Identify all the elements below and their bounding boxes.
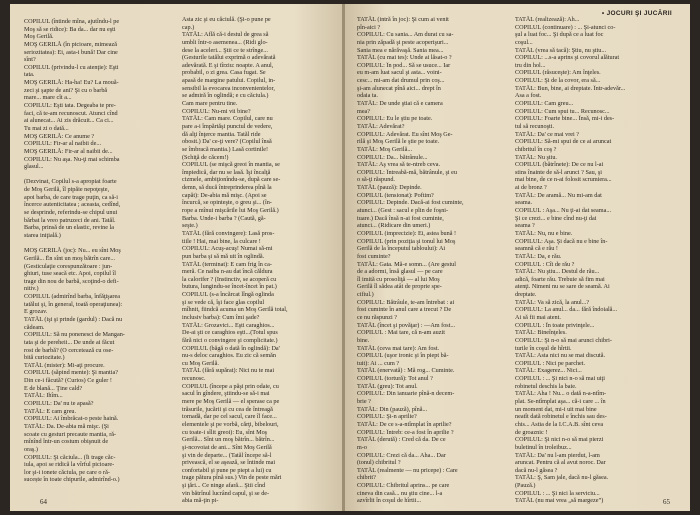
text-line: recunosc. [182, 375, 206, 383]
text-line: adevărată. E şi tîrziu: noapte. A anul, [182, 61, 274, 69]
text-line: m-o [357, 443, 367, 451]
text-line: TATĂL: Ihîm... [24, 392, 63, 400]
text-line: ai de bronz ? [515, 184, 547, 192]
text-line: un moment dat, mi-i uit mai bine [515, 405, 597, 413]
text-line: fost cuminte în anul care a trecut ? De [357, 306, 452, 314]
text-line: oraş.) [24, 445, 38, 453]
text-line: MOŞ GERILĂ: Ce anume ? [24, 132, 95, 140]
text-line: (Gesticulaţie corespunzătoare : jun- [24, 262, 113, 270]
text-line: COPILUL: În pod... Să se usuce... Iar [357, 61, 451, 69]
text-line: TATĂL: Gata. Mă-e somn... (Are gestul [357, 260, 456, 268]
text-line: TATĂL (cu mai tes): Unde ai lăsat-o ? [357, 54, 452, 62]
text-line: E grozav. [24, 308, 48, 316]
text-line: chibrit? [357, 474, 376, 482]
text-line: nu-s deloc caraghios. Eu zic că semăn [182, 352, 276, 360]
right-column-1 [357, 16, 511, 505]
text-line: neatît dată robinetul e închis sau des- [515, 413, 607, 421]
text-line: COPILUL: Cum spui tu... Recunosc... [515, 107, 610, 115]
left-column-1 [24, 18, 173, 484]
text-line: fără nici o convingere şi complicitate.) [182, 336, 278, 344]
text-line: şi se vede că, îşi face glas copilul [182, 298, 265, 306]
text-line: îl imită cu prosoliţă — al lui Moş [357, 275, 440, 283]
text-line: împiedică, dar nu se lasă. Îşi încalţă [182, 168, 271, 176]
text-line: De-ai şti ce caraghios eşti...(Totul spus [182, 329, 278, 337]
text-line: COPILUL: Întreabă-mă, bătrânule, şi eu [357, 168, 457, 176]
text-line: iula, apoi se ridică la vîrful picioare- [24, 461, 115, 469]
text-line: mea? [357, 107, 371, 115]
text-line: Sania mea e nărăvaşă. Sania mea... [357, 46, 444, 54]
text-line: TATĂL (realmente — nu pricepe) : Care [357, 466, 458, 474]
text-line: COPILUL (prin poziţia şi tonul lui Moş [357, 237, 456, 245]
text-line: se desprinde, referindu-se chipul unui [24, 209, 118, 217]
text-line: ghiuri, tuse seacă etc. Apoi, copilul îl [24, 270, 116, 278]
text-line: COPILUL (începe a păşi prin odaie, cu [182, 382, 279, 390]
text-line: TATĂL: Grozavici... Eşti caraghios... [182, 321, 275, 329]
text-line: cineva din casă... nu ştiu cine... l-a [357, 489, 443, 497]
text-line: chis... Astia de la I.C.A.B. sînt ceva [515, 420, 604, 428]
text-line: TATĂL (vrea să tacă): Ştiu, nu ştiu... [515, 46, 607, 54]
text-line: starea iniţială.) [24, 231, 61, 239]
text-line: COPILUL: Nu aşa. Nu-ţi mai schimba [24, 155, 120, 163]
text-line: TATĂL (ceva mai tare): Am fost. [357, 344, 440, 352]
text-line: atenţi. Nimeni nu se sare de seamă. Ai [515, 283, 610, 291]
text-line: COPILUL: ...s-a aprins şi covorul alăturat [515, 54, 620, 62]
text-line: Gerilă de la începutul tabloului): Ai [357, 245, 446, 253]
text-line: MOŞ GERILĂ (în picioare, mimează [24, 40, 117, 48]
text-line: TATĂL (pauză): Depinde. [357, 184, 422, 192]
text-line: TATĂL: Da, e rău. [515, 252, 562, 260]
text-line: TATĂL (terminat): E cam frig în ca- [182, 260, 272, 268]
text-line: vin bătrînul lucrând capul, şi se de- [182, 489, 270, 497]
text-line: rost de barbă? (O cercetează cu ose- [24, 346, 114, 354]
text-line: seriozitatea): Ei, asta-i bună! Dar cine [24, 48, 118, 56]
text-line: COPILUL: Şi n-o să mai arunci chibri- [515, 336, 612, 344]
text-line: TATĂL: Cam mare. Copilul, care nu [182, 115, 273, 123]
text-line: tornadă, dar pe cel sacul, care îl face... [182, 413, 277, 421]
text-line: Moş Gerilă. [24, 33, 54, 41]
text-line: seşte.) [182, 222, 198, 230]
text-line: COPILUL (bătrînete): De ce nu l-ai [515, 161, 604, 169]
text-line: Cam mare pentru tine. [182, 100, 238, 108]
text-line: COPILUL: Aşa. Şi dacă nu e bine în- [515, 237, 608, 245]
text-line: TATĂL: Nu ştiu... Destul de rău... [515, 268, 600, 276]
text-line: COPILUL: Eu le ştiu pe toate. [357, 115, 433, 123]
text-line: odaia ta. [357, 92, 378, 100]
text-line: COPILUL (admirînd barba, înfăţişarea [24, 293, 120, 301]
text-line: pun barba şi să mă uit în oglindă. [182, 252, 265, 260]
text-line: Asta zic şi eu căciulă. (Şi-o pune pe [182, 16, 271, 23]
text-line: COPILUL: Şi nici n-o să mai pierzi [515, 436, 604, 444]
text-line: COPILUL : Aşa... Nu ţi-ai dat seama... [515, 207, 612, 215]
text-line: lor şi-i ionete căciula, pe care o ră- [24, 468, 110, 476]
text-line: meră. Ce naiba n-au dat încă căldura [182, 268, 273, 276]
text-line: azvîrlit în coşul de hîrtii... [357, 497, 422, 505]
text-line: (Dezvinat, Copilul s-a apropiat foarte [24, 178, 117, 186]
text-line: COPILUL: Crezi că da... Aha... Dar [357, 451, 446, 459]
text-line: COPILUL: Bătrâule, te-am întrebat : ai [357, 298, 455, 306]
text-line: TATĂL (enervată) : Mă rog... Cuminte. [357, 367, 455, 375]
text-line: TATĂL: Da' nu l-am pierdut, l-am [515, 451, 600, 459]
text-line: scoate cu gesturi precaute mantia, ră- [24, 430, 117, 438]
text-line: brie ? [357, 398, 371, 406]
text-line: COPILUL (uşor ironic şi în piept bă- [357, 352, 449, 360]
text-line: COPILUL: Acuş-acuş! Numai să-mi [182, 245, 273, 253]
text-line: COPILUL: Da... bătrânule... [357, 153, 428, 161]
text-line: TATĂL (nu mai vrea „să margeze”) [515, 497, 604, 505]
text-line: chibritul în coş ? [515, 145, 557, 153]
text-line: seama. [515, 199, 533, 207]
text-line: nitiv.) [24, 285, 39, 293]
text-line: tru din hol... [515, 61, 546, 69]
text-line: TATĂL: Da. De-abia mă mişc. (Şi [24, 422, 109, 430]
text-line: TATĂL: Află că-i destul de grea să [182, 31, 269, 39]
text-line: TATĂL (işi şi prinde (gardul) : Dacă nu [24, 315, 123, 323]
text-line: cesc... mi-am dat drumul prin coş... [357, 77, 445, 85]
text-line: butura, lungindu-se încet-încet în pat.) [182, 283, 277, 291]
text-line: TATĂL: Nu ştiu. [515, 153, 557, 161]
text-line: zeci şi şapte de ani? Şi cu o barbă [24, 86, 108, 94]
left-column-2 [182, 16, 332, 505]
text-line: (tonul) chibritul ? [357, 459, 401, 467]
text-line: COPILUL : ... Şi nici la serviciu... [515, 489, 600, 497]
text-line: TATĂL: Da' ce mai vrei ? [515, 130, 580, 138]
text-line: cu toate-i sîlit greoi): Eu, sînt Moş [182, 428, 268, 436]
text-line: tatălui şi, în general, toată operaţiunea): [24, 300, 123, 308]
text-line: elementele şi pe vorbă, cărţi, bibelouri, [182, 420, 279, 428]
text-line: TATĂL: Va să zică, la anul...? [515, 298, 590, 306]
text-line: cifiul.) [357, 291, 374, 299]
text-line: MOŞ GERILĂ: Ha-ha! Eu? La mouă- [24, 79, 119, 87]
text-line: aruncat. Pentru că al avut noroc. Dar [515, 459, 606, 467]
text-line: sacul în gîndere, ştiindu-se să-i mai [182, 390, 270, 398]
text-line: Barba. Unde-i barba ? (Caută, gă- [182, 214, 266, 222]
text-line: buletinul în troleibuz... [515, 443, 572, 451]
text-line: rope a mînui mişcările lui Moş Gerilă.) [182, 207, 279, 215]
text-line: (Schiţă de căcem!) [182, 153, 229, 161]
text-line: cădeam. [24, 323, 45, 331]
text-line: de groaznic ! [515, 428, 548, 436]
text-line: COPILUL (se mişcă greoi în mantia, se [182, 161, 280, 169]
text-line: confortabil şi pune pe piept a lui) cu [182, 466, 272, 474]
text-line: încurcă, se opinteşte, o greu şi... (în- [182, 199, 272, 207]
text-line: Moş să se ridice): Ba da... dar nu eşti [24, 25, 116, 33]
text-line: TATĂL: Aş vrea să te-ntreb ceva. [357, 161, 440, 169]
text-line: TATĂL: Aha ! Nu... o dată n-a-ntîm- [515, 390, 607, 398]
text-line: MOŞ GERILĂ: Fir-ar al naibii de... [24, 147, 113, 155]
text-line: COPILUL: Chibritul aprins... pe care [357, 482, 450, 490]
text-line [24, 240, 173, 248]
text-line: bită curiozitate.) [24, 354, 65, 362]
text-line: COPILUL: Adevărat. Eu sînt Moş Ge- [357, 130, 453, 138]
text-line: şi vin de departe... (Tatăl începe să-l [182, 451, 272, 459]
text-line: robinetul deschis la baie. [515, 382, 577, 390]
text-line: dă alţi înţerce mantia. Tatăl ride [182, 130, 261, 138]
text-line: Gerilă... Ēn sînt un moş bătrîn care... [24, 254, 116, 262]
text-line: COPILUL: Eşti tata. Degeaba te pre- [24, 102, 116, 110]
text-line: de a adormi, însă glasul — pe care [357, 268, 443, 276]
text-line: sensibil la evocarea inconvenientelor, [182, 84, 275, 92]
text-line: umbli într-o asemenea... (Ridi glo- [182, 38, 268, 46]
text-line: COPILUL (tortură): Tot anul ? [357, 375, 433, 383]
text-line: TATĂL: E cam greu. [24, 407, 77, 415]
text-line: TATĂL: Moş Gerilă... [357, 145, 413, 153]
text-line: dese la aceleri... Ştii ce te strînge... [182, 46, 268, 54]
text-line: COPILUL (privindu-l cu atenţie): Eşti [24, 63, 119, 71]
text-line: Ai să fii mai atent. [515, 313, 561, 321]
text-line: TATĂL: Din (pauză), pînă... [357, 405, 428, 413]
text-line: pîn-aici ? [357, 23, 381, 31]
text-line: COPILUL : ... Şi nici n-o să mai uiţi [515, 375, 605, 383]
text-line: Barba, prinsă de un elastic, revine la [24, 224, 115, 232]
text-line: TATĂL: Ş, Sam jale, dacă nu-l găsea. [515, 474, 609, 482]
text-line: apoi barba, de care trage puţin, ca să-i [24, 193, 118, 201]
text-line: COPILUL (răsuceşte): Am înţeles. [515, 69, 601, 77]
text-line: TATĂL: De ce s-a-ntîmplat în aprilie? [357, 420, 452, 428]
text-line: tata şi de pereheii... De unde ai făcut [24, 338, 115, 346]
text-line: fost cuminte? [357, 252, 391, 260]
text-line: şi ţări... Ce ninge afară... Ştii cînd [182, 482, 266, 490]
text-line: COPILUL: Şi de la covor, era să... [515, 77, 601, 85]
text-line: COPILUL : Cît de rău ? [515, 260, 575, 268]
text-line: capăt): De-abia mă mişc. (Apoi se [182, 191, 267, 199]
text-line: COPILUL: Întreb: ce-a fost în aprilie ? [357, 428, 454, 436]
text-line [24, 171, 173, 179]
text-line: adică, foarte rău. Trebuie să fim mai [515, 275, 605, 283]
text-line: Şi ce crezi... e bine cînd nu-ţi dai [515, 214, 597, 222]
text-line: de Moş Gerilă, îl pipăie nepoţeşte, [24, 186, 110, 194]
text-line: COPILUL: Şi căciula... (Îi trage căc- [24, 453, 116, 461]
text-line: COPILUL: Depinde. Dacă-ai fost cuminte, [357, 199, 464, 207]
text-line: la calorifer ? (Instinctiv, se acoperă cu [182, 275, 277, 283]
text-line: Gerilă... Sînt un moş bătrîn... bătrîn... [182, 436, 275, 444]
right-page [345, 4, 690, 511]
text-line: TATĂL: De unde ştiai că e camera [357, 100, 443, 108]
text-line: COPILUL: Nu-mi vii bine? [182, 107, 251, 115]
text-line: tuit): Ai ... cum ? [357, 359, 400, 367]
text-line: coşul... [515, 38, 533, 46]
text-line: mare... mare cît a... [24, 94, 72, 102]
text-line: COPILUL : Mai tare, că n-am auzit [357, 329, 445, 337]
text-line: inclusiv barba): Cum îmi şade? [182, 313, 260, 321]
text-line: şi-ncovoiat de ani... Sînt Moş Gerilă [182, 443, 272, 451]
text-line: Gerilă îl sădea atât de proprie spe- [357, 283, 442, 291]
text-line: Tu mai zi o dată... [24, 124, 69, 132]
text-line: sucește în toate chipurile, admirînd-o.) [24, 476, 120, 484]
text-line: TATĂL: Bineînţeles. [515, 329, 567, 337]
page-number-right: 65 [663, 498, 670, 506]
text-line: TATĂL: Bun, bine, ai dreptate. Într-adevăr... [515, 84, 626, 92]
text-line: TATĂL: Exagerez... Nici... [515, 367, 582, 375]
text-line: ai alunecat... Ai zis drăcuit... Ca ci... [24, 117, 114, 125]
text-line: TATĂL: Adevărat? [357, 122, 405, 130]
text-line: apasă de margine patului. Copilul, in- [182, 77, 276, 85]
text-line: COPILUL: La anul... da... fără îndoială... [515, 306, 618, 314]
text-line: COPILUL: Fir-ar al naibii de... [24, 140, 102, 148]
text-line: tuare.) Dacă însă n-ai fost cuminte, [357, 214, 444, 222]
text-line: atunci... (Gest : sacul e plin de foşni- [357, 207, 449, 215]
text-line: bărbat la vreo patruzeci de ani. Tatăl. [24, 216, 116, 224]
text-line: ce nu răspunzi ? [357, 313, 398, 321]
text-line: Asa a fost. [515, 92, 542, 100]
text-line: COPILUL: Din ianuarie pînă-n decem- [357, 390, 455, 398]
text-line: COPILUL (tensionat): Poftim? [357, 191, 434, 199]
right-column-2 [515, 16, 670, 505]
left-page [10, 4, 345, 511]
text-line: COPILUL: Cu sania... Am durat cu sa- [357, 31, 454, 39]
text-line: cu Moş Gerilă. [182, 359, 219, 367]
text-line: COPILUL (băgă o dată în oglindă): Da' [182, 344, 280, 352]
page-number-left: 64 [40, 498, 47, 506]
text-line: mai bine, de ce n-ai folosit scrumiera... [515, 176, 612, 184]
text-line: mere pe Moş Gerilă — el sperase ca pe [182, 398, 280, 406]
text-line: mîhnit, fiindcă acuma un Moş Gerilă total, [182, 306, 288, 314]
text-line: COPILUL: Foarte bine... Însă, mi-i des- [515, 115, 615, 123]
text-line: TATĂL (realizează): Ah... [515, 16, 580, 23]
text-line: şi-am alunecat pînă aici... drept în [357, 84, 441, 92]
text-line: se îmbracă mantia.) Lasă cortinile! [182, 145, 269, 153]
text-line: COPILUL (imprecizie): Ei, astea bună ! [357, 229, 457, 237]
text-line: cizmele, ambiţionîndu-se, după care se- [182, 176, 281, 184]
text-line: trăsurile, jucării şi cu cea de întreagă [182, 405, 273, 413]
text-line: atunci... (Ridicare din umeri.) [357, 222, 431, 230]
text-line: TATĂL: De aramă... Nu mi-am dat [515, 191, 602, 199]
text-line: bine. [357, 336, 370, 344]
text-line: glasul... [24, 163, 44, 171]
text-line: şul a luat foc... Şi după ce a luat foc [515, 31, 604, 39]
text-line: TATĂL (derută) : Cred că da. De ce [357, 436, 446, 444]
text-line: COPILUL: Da' nu te apasă? [24, 400, 94, 408]
text-line: TATĂL (fără supărat): Nici nu te mai [182, 367, 275, 375]
text-line: COPILUL (continuare) : ... Şi-atunci co- [515, 23, 616, 31]
text-line: o să-ţi răspund. [357, 176, 395, 184]
text-line: eu m-am luat sacul şi asta... voini- [357, 69, 442, 77]
text-line: faci, că te-am recunoscut. Atunci cînd [24, 109, 118, 117]
text-line: sînt? [24, 56, 36, 64]
text-line: mînînd într-un costum obişnuit de [24, 438, 109, 446]
text-line: rilă şi Moş Gerilă le ştie pe toate. [357, 138, 440, 146]
text-line: încerce autenticitatea ; aceasta, cedînd, [24, 201, 121, 209]
text-line: privească, el se aşează, se întinde mai [182, 459, 276, 467]
text-line: se admiră în oglindă; e cu căciula.) [182, 92, 269, 100]
text-line: TATĂL: Asta nici nu se mai discută. [515, 352, 606, 360]
text-line: (Gesturile tatălui exprimă o adevărată [182, 54, 276, 62]
text-line: tul să recunoşti. [515, 122, 555, 130]
text-line: TATĂL (greu): Tot anul. [357, 382, 418, 390]
text-line: COPILUL (săpind mente): Şi mantia? [24, 369, 118, 377]
text-line: COPILUL (s-a încărcat lîngă oglinda [182, 291, 274, 299]
text-line: tiile ! Hai, mai bine, la culcare ! [182, 237, 261, 245]
text-line: trage pătura pînă sus.) Vin de peste mări [182, 474, 282, 482]
text-line: abia mă-ţin pi- [182, 497, 219, 505]
text-line: MOŞ GERILĂ (joc): Nu... eu sînt Moş [24, 247, 121, 255]
text-line: COPILUL: Cam greu... [515, 100, 574, 108]
text-line: COPILUL (întinde mîna, ajutîndu-l pe [24, 18, 120, 25]
text-line: tata. [24, 71, 35, 79]
text-line: pare a-i împărtăşi punctul de vedere, [182, 122, 273, 130]
text-line: COPILUL: Şi-n aprilie? [357, 413, 417, 421]
text-line: demn, să ducă întreprinderea pînă la [182, 184, 272, 192]
text-line: obosit.) Da' ce-ţi vere? (Copilul însă [182, 138, 272, 146]
text-line: dreptate. [515, 291, 537, 299]
text-line: COPILUL : Nici pe parchet. [515, 359, 586, 367]
text-line: TATĂL (fără convingere): Lasă pros- [182, 229, 275, 237]
text-line: turile în coşul de hîrtii. [515, 344, 572, 352]
text-line: seamnă că e rău ! [515, 245, 558, 253]
text-line: TATĂL (încet şi povăţar) : —Am fost... [357, 321, 456, 329]
text-line: TATĂL (intră în joc): Şi cum ai venit [357, 16, 449, 23]
text-line: plat. Se-ntîmplat aşa... că-i care ... în [515, 398, 606, 406]
text-line: TATĂL: Nu, nu e bine. [515, 229, 573, 237]
text-line: probabil, o zi grea. Casa fugat. Se [182, 69, 266, 77]
text-line: nia prin zăpadă şi peste acoperişuri... [357, 38, 449, 46]
text-line: COPILUL: Ai îmbrăcat-o peste haină. [24, 415, 119, 423]
text-line: stins înainte de să-l arunci ? Sau, şi [515, 168, 602, 176]
text-line: dacă nu-l găsea ? [515, 466, 558, 474]
running-header: • JOCURI ŞI JUCĂRII [601, 10, 672, 17]
text-line: COPILUL : În toate privinţele... [515, 321, 595, 329]
text-line: E de blană... Ţine cald? [24, 384, 83, 392]
text-line: Din ce-i făcută? (Curios) Ce guler ! [24, 377, 112, 385]
text-line: COPILUL: Să-mi spui de ce ai aruncat [515, 138, 612, 146]
text-line: (Pauză.) [515, 482, 536, 490]
text-line: TATĂL (mister): Mi-aţi procure. [24, 361, 105, 369]
text-line: COPILUL: Să nu ponenesci de Mangan- [24, 331, 125, 339]
text-line: seama ? [515, 222, 535, 230]
text-line: trage din nou de barbă, scoţind-o defi- [24, 277, 119, 285]
text-line: cap.) [182, 23, 195, 31]
